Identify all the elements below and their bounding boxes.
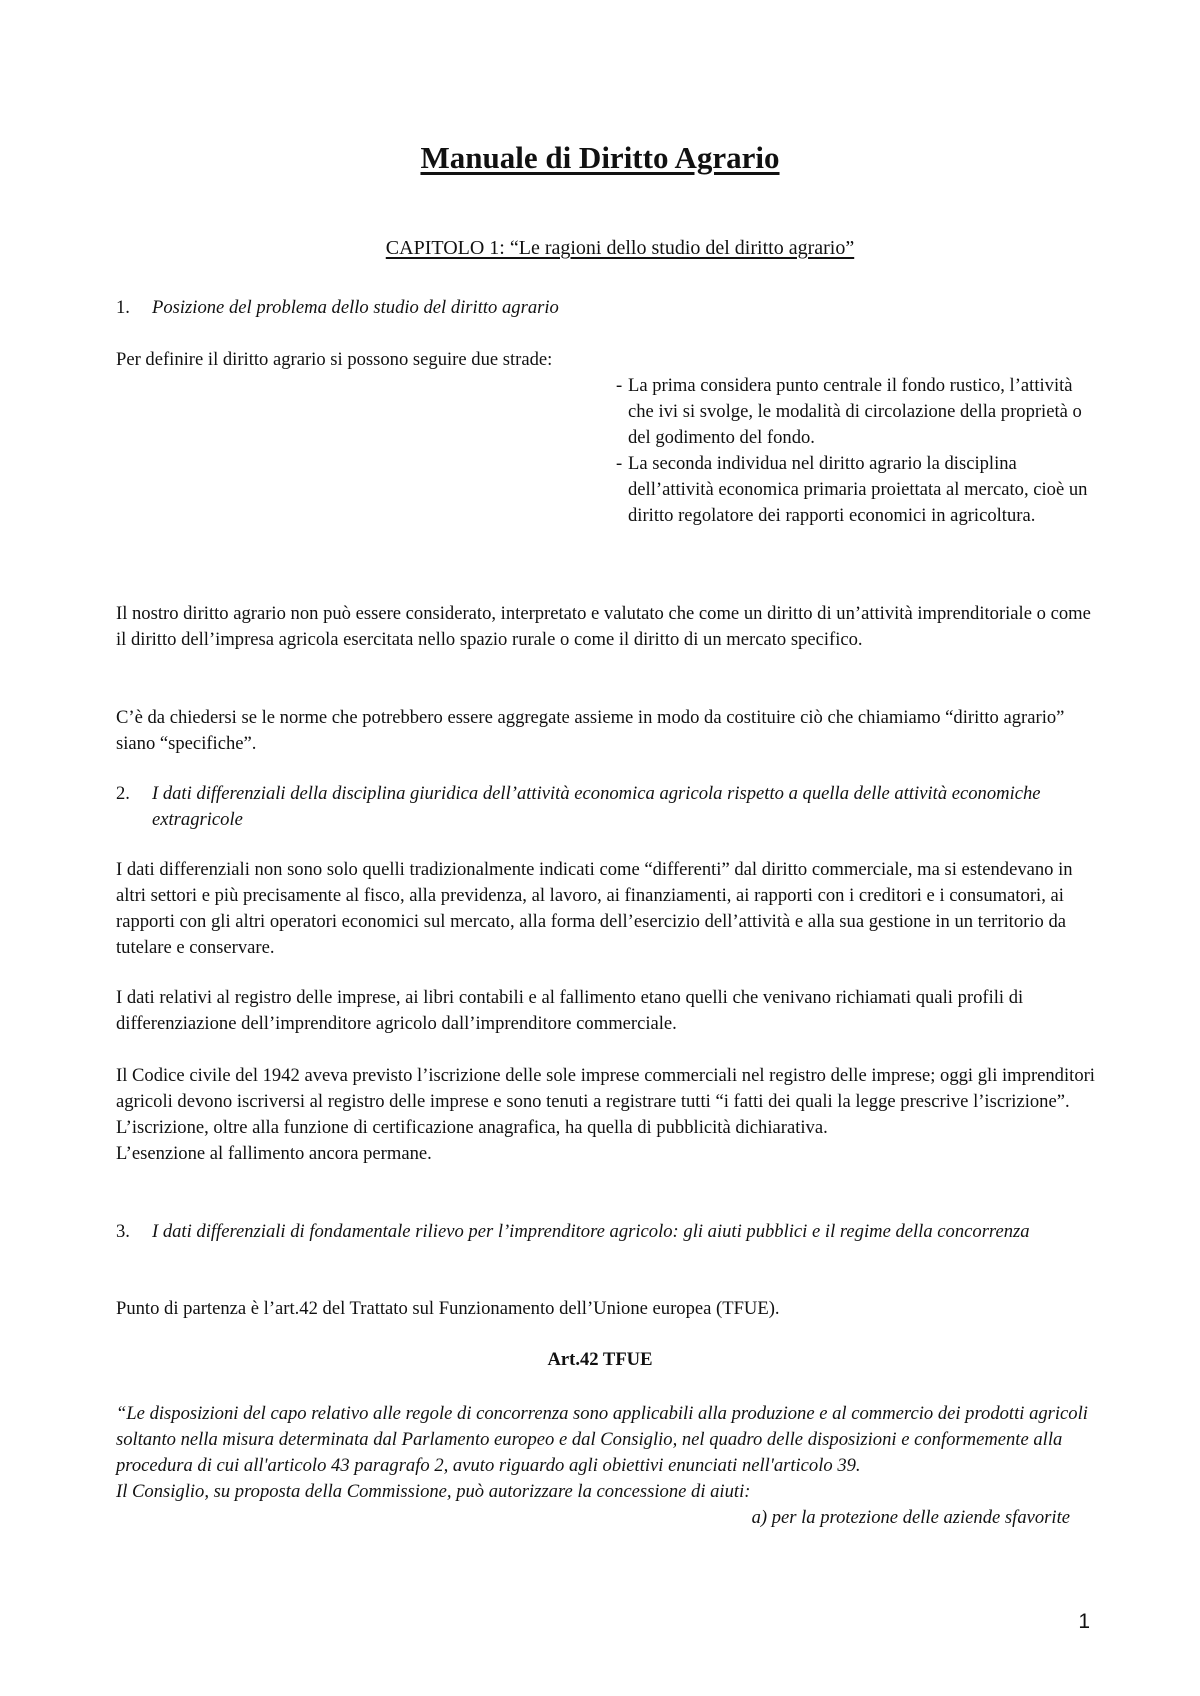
paragraph-chiedersi: C’è da chiedersi se le norme che potrebbero essere aggregate assieme in modo da costituire ciò che chiamiamo “diritto agrario” siano “specifiche”. bbox=[116, 707, 1065, 754]
section-heading-3 bbox=[116, 1219, 1096, 1245]
paragraph-nostro-diritto: Il nostro diritto agrario non può essere considerato, interpretato e valutato che come un diritto di un’attività imprenditoriale o come il diritto dell’impresa agricola esercitata nello spazio rurale o come il diritto di un mercato specifico. bbox=[116, 603, 1091, 650]
section-title: Posizione del problema dello studio del diritto agrario bbox=[152, 297, 559, 318]
list-item: - La prima considera punto centrale il fondo rustico, l’attività che ivi si svolge, le modalità di circolazione della proprietà o del godimento del fondo. bbox=[616, 375, 1082, 448]
paragraph-strade: Per definire il diritto agrario si possono seguire due strade: bbox=[116, 349, 553, 370]
section-number: 2. bbox=[116, 783, 130, 804]
paragraph-codice-civile bbox=[116, 1063, 1096, 1167]
article-quote bbox=[116, 1401, 1096, 1531]
quote-paragraph-1: “Le disposizioni del capo relativo alle regole di concorrenza sono applicabili alla produzione e al commercio dei prodotti agricoli soltanto nella misura determinata dal Parlamento europeo e dal Consiglio, nel quadro delle disposizioni e conformemente alla procedura di cui all'articolo 43 paragrafo 2, avuto riguardo agli obiettivi enunciati nell'articolo 39. bbox=[116, 1403, 1088, 1476]
quote-list-item-a: a) per la protezione delle aziende sfavorite bbox=[751, 1507, 1070, 1528]
quote-paragraph-2: Il Consiglio, su proposta della Commissione, può autorizzare la concessione di aiuti: bbox=[116, 1481, 751, 1502]
list-item: - La seconda individua nel diritto agrario la disciplina dell’attività economica primaria proiettata al mercato, cioè un diritto regolatore dei rapporti economici in agricoltura. bbox=[616, 453, 1088, 526]
iscrizione-text: L’iscrizione, oltre alla funzione di certificazione anagrafica, ha quella di pubblicità dichiarativa. bbox=[116, 1117, 828, 1138]
section-heading-2 bbox=[116, 781, 1096, 833]
section-title: I dati differenziali di fondamentale rilievo per l’imprenditore agricolo: gli aiuti pubblici e il regime della concorrenza bbox=[152, 1221, 1030, 1242]
paragraph-dati-differenziali: I dati differenziali non sono solo quelli tradizionalmente indicati come “differenti” dal diritto commerciale, ma si estendevano in altri settori e più precisamente al fisco, alla previdenza, al lavoro, ai finanziamenti, ai rapporti con i creditori e i consumatori, ai rapporti con gli altri operatori economici sul mercato, alla forma dell’esercizio dell’attività e alla sua gestione in un territorio da tutelare e conservare. bbox=[116, 859, 1073, 958]
codice-text: Il Codice civile del 1942 aveva previsto l’iscrizione delle sole imprese commerciali nel registro delle imprese; oggi gli imprenditori agricoli devono iscriversi al registro delle imprese e sono tenuti a registrare tutti “i fatti dei quali la legge prescrive l’iscrizione”. bbox=[116, 1065, 1095, 1112]
esenzione-text: L’esenzione al fallimento ancora permane. bbox=[116, 1143, 432, 1164]
section-number: 3. bbox=[116, 1221, 130, 1242]
article-heading: Art.42 TFUE bbox=[547, 1349, 653, 1370]
paragraph-punto-partenza: Punto di partenza è l’art.42 del Trattato sul Funzionamento dell’Unione europea (TFUE). bbox=[116, 1298, 780, 1319]
section-heading-1 bbox=[116, 295, 1096, 321]
section-number: 1. bbox=[116, 297, 130, 318]
document-title: Manuale di Diritto Agrario bbox=[420, 140, 780, 175]
section-title: I dati differenziali della disciplina giuridica dell’attività economica agricola rispetto a quella delle attività economiche extragricole bbox=[152, 783, 1041, 830]
page-number: 1 bbox=[1078, 1610, 1090, 1633]
chapter-heading: CAPITOLO 1: “Le ragioni dello studio del diritto agrario” bbox=[385, 237, 855, 259]
paragraph-dati-relativi: I dati relativi al registro delle imprese, ai libri contabili e al fallimento etano quelli che venivano richiamati quali profili di differenziazione dell’imprenditore agricolo dall’imprenditore commerciale. bbox=[116, 987, 1024, 1034]
strade-list bbox=[616, 373, 1096, 529]
